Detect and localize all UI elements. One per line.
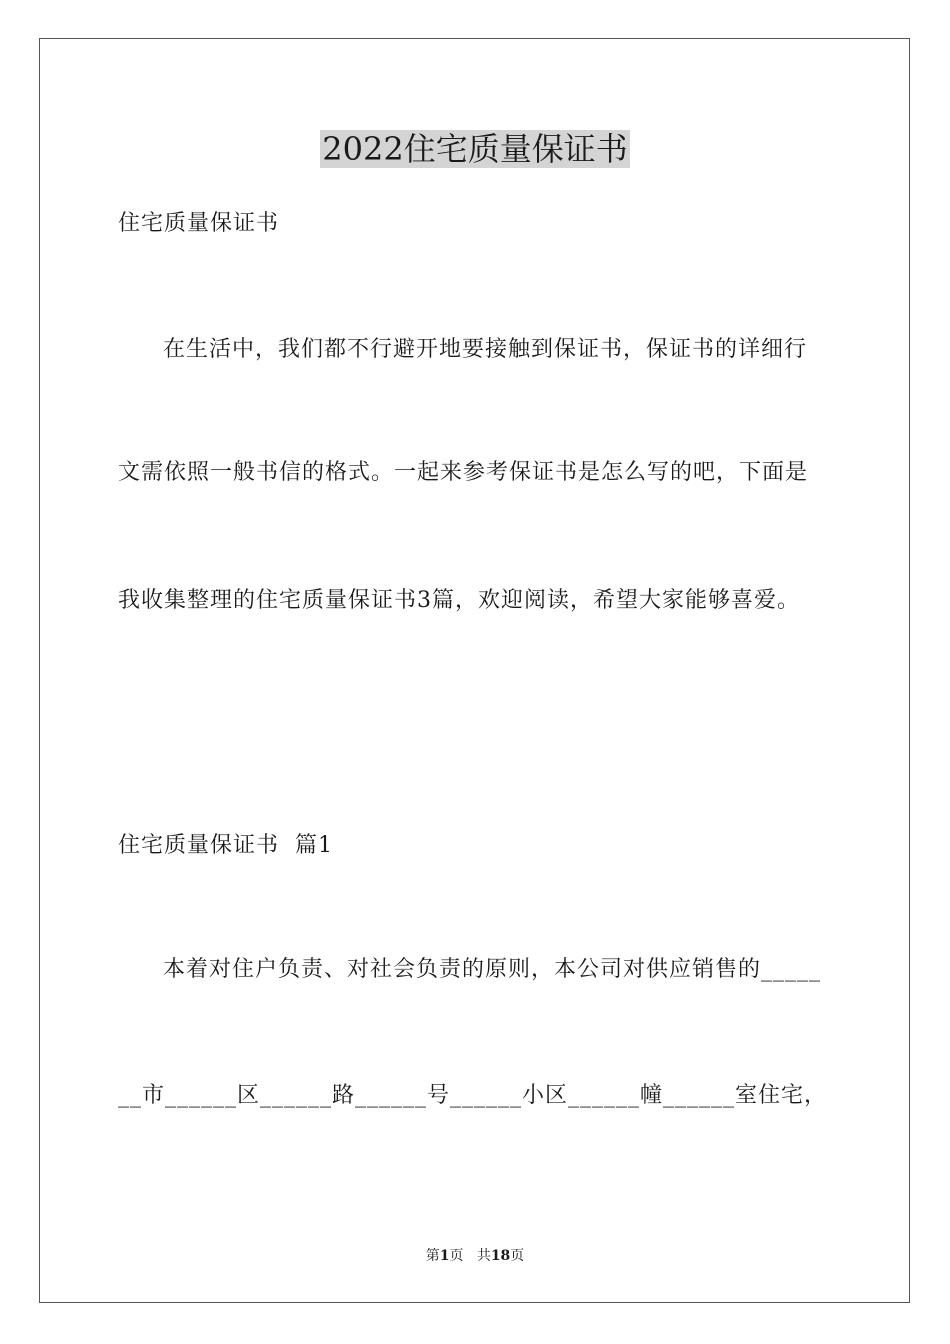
footer-page-suffix: 页 bbox=[449, 1248, 464, 1264]
section-heading: 住宅质量保证书 篇1 bbox=[118, 833, 333, 858]
footer-total-prefix: 共 bbox=[476, 1248, 491, 1264]
footer-page-number: 1 bbox=[439, 1248, 450, 1264]
document-title bbox=[0, 126, 950, 172]
footer-total-pages: 18 bbox=[490, 1248, 511, 1264]
section-line-2: __市______区______路______号______小区______幢______室住宅， bbox=[118, 1083, 828, 1108]
footer-total-suffix: 页 bbox=[510, 1248, 525, 1264]
section-line-1: 本着对住户负责、对社会负责的原则，本公司对供应销售的_____ bbox=[163, 957, 822, 982]
document-title-text: 2022住宅质量保证书 bbox=[322, 130, 628, 168]
intro-line-3: 我收集整理的住宅质量保证书3篇，欢迎阅读，希望大家能够喜爱。 bbox=[118, 588, 800, 613]
page-footer bbox=[0, 1246, 950, 1266]
document-subtitle: 住宅质量保证书 bbox=[118, 211, 280, 236]
intro-line-1: 在生活中，我们都不行避开地要接触到保证书，保证书的详细行 bbox=[163, 337, 808, 362]
intro-line-2: 文需依照一般书信的格式。一起来参考保证书是怎么写的吧，下面是 bbox=[118, 460, 809, 485]
footer-page-prefix: 第 bbox=[425, 1248, 440, 1264]
